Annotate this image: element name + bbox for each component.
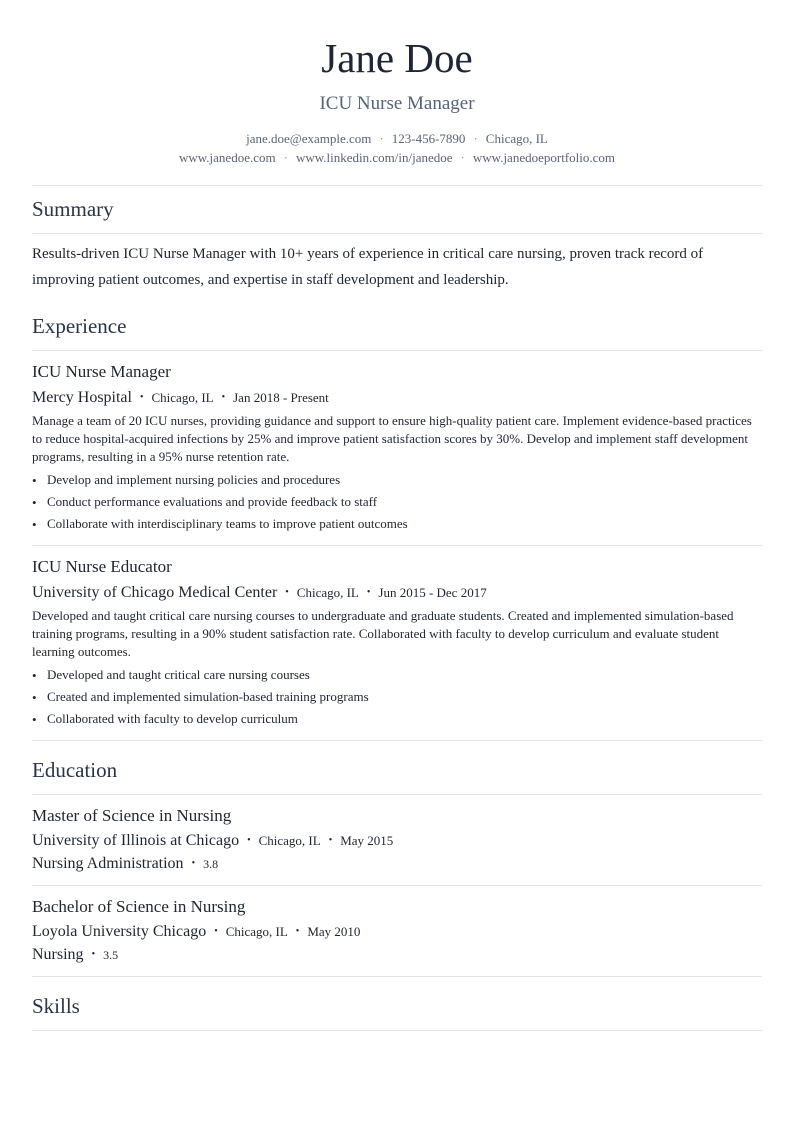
list-item: • Develop and implement nursing policies and procedures — [32, 469, 762, 491]
job-dates: Jun 2015 - Dec 2017 — [378, 585, 487, 600]
list-item: • Conduct performance evaluations and provide feedback to staff — [32, 491, 762, 513]
job-description: Manage a team of 20 ICU nurses, providing guidance and support to ensure high-quality patient care. Implement evidence-based practices to reduce hospital-acquired infections by 25% and improve patient satisfaction scores by 30%. Develop and implement staff development programs, resulting in a 95% nurse retention rate. — [32, 413, 752, 464]
divider — [32, 1030, 762, 1031]
section-heading-education: Education — [32, 758, 118, 782]
contact-separator: · — [379, 131, 384, 146]
field-of-study: Nursing — [32, 946, 84, 963]
job-title: ICU Nurse Educator — [32, 557, 172, 576]
contact-separator: · — [283, 150, 288, 165]
degree-title: Master of Science in Nursing — [32, 806, 232, 825]
website-link[interactable]: www.janedoe.com — [178, 150, 276, 165]
education-entry — [32, 795, 762, 874]
resume-header — [32, 36, 762, 167]
divider — [32, 740, 762, 741]
meta-bullet: • — [139, 392, 144, 403]
resume-page — [32, 0, 762, 1031]
email-link[interactable]: jane.doe@example.com — [246, 131, 372, 146]
meta-bullet: • — [214, 926, 218, 937]
divider — [32, 976, 762, 977]
job-location: Chicago, IL — [151, 390, 214, 405]
section-heading-experience: Experience — [32, 314, 127, 338]
education-field-meta — [32, 945, 762, 965]
job-bullet-list — [32, 664, 762, 730]
job-entry — [32, 546, 762, 730]
contact-separator: · — [473, 131, 478, 146]
location-text: Chicago, IL — [485, 131, 548, 146]
meta-bullet: • — [221, 392, 226, 403]
section-heading-skills: Skills — [32, 994, 80, 1018]
job-entry — [32, 351, 762, 535]
meta-bullet: • — [366, 587, 371, 598]
graduation-date: May 2010 — [307, 924, 361, 939]
list-item: • Developed and taught critical care nursing courses — [32, 664, 762, 686]
contact-line-links — [32, 148, 762, 167]
meta-bullet: • — [285, 587, 289, 598]
job-meta — [32, 583, 762, 603]
experience-section — [32, 303, 762, 741]
meta-bullet: • — [328, 835, 333, 846]
school-name: Loyola University Chicago — [32, 923, 207, 940]
school-location: Chicago, IL — [258, 833, 321, 848]
school-name: University of Illinois at Chicago — [32, 832, 240, 849]
gpa-value: 3.8 — [203, 857, 219, 871]
job-dates: Jan 2018 - Present — [233, 390, 329, 405]
degree-title: Bachelor of Science in Nursing — [32, 897, 246, 916]
phone-text: 123-456-7890 — [391, 131, 466, 146]
candidate-name: Jane Doe — [321, 35, 473, 81]
education-meta — [32, 831, 762, 851]
school-location: Chicago, IL — [225, 924, 288, 939]
portfolio-link[interactable]: www.janedoeportfolio.com — [472, 150, 615, 165]
contact-separator: · — [460, 150, 465, 165]
job-description: Developed and taught critical care nursing courses to undergraduate and graduate students. Created and implemented simulation-based training programs, resulting in a 90% student satisfaction rate. Collaborated with faculty to develop curriculum and evaluate student learning outcomes. — [32, 608, 734, 659]
section-heading-summary: Summary — [32, 197, 114, 221]
meta-bullet: • — [247, 835, 251, 846]
education-section — [32, 747, 762, 977]
job-meta — [32, 388, 762, 408]
job-title: ICU Nurse Manager — [32, 362, 171, 381]
education-meta — [32, 922, 762, 942]
meta-bullet: • — [191, 858, 196, 869]
meta-bullet: • — [295, 926, 300, 937]
list-item: • Collaborated with faculty to develop curriculum — [32, 708, 762, 730]
education-entry — [32, 886, 762, 965]
job-bullet-list — [32, 469, 762, 535]
job-location: Chicago, IL — [296, 585, 359, 600]
meta-bullet: • — [91, 949, 96, 960]
summary-section — [32, 186, 762, 293]
skills-section — [32, 983, 762, 1031]
linkedin-link[interactable]: www.linkedin.com/in/janedoe — [295, 150, 453, 165]
list-item: • Created and implemented simulation-based training programs — [32, 686, 762, 708]
graduation-date: May 2015 — [340, 833, 394, 848]
list-item: • Collaborate with interdisciplinary teams to improve patient outcomes — [32, 513, 762, 535]
summary-text: Results-driven ICU Nurse Manager with 10+ years of experience in critical care nursing, proven track record of improving patient outcomes, and expertise in staff development and leadership. — [32, 246, 704, 288]
candidate-title: ICU Nurse Manager — [319, 93, 475, 114]
employer-name: University of Chicago Medical Center — [32, 584, 278, 601]
education-field-meta — [32, 854, 762, 874]
gpa-value: 3.5 — [103, 948, 119, 962]
field-of-study: Nursing Administration — [32, 855, 184, 872]
contact-line-primary — [32, 129, 762, 148]
employer-name: Mercy Hospital — [32, 389, 132, 406]
